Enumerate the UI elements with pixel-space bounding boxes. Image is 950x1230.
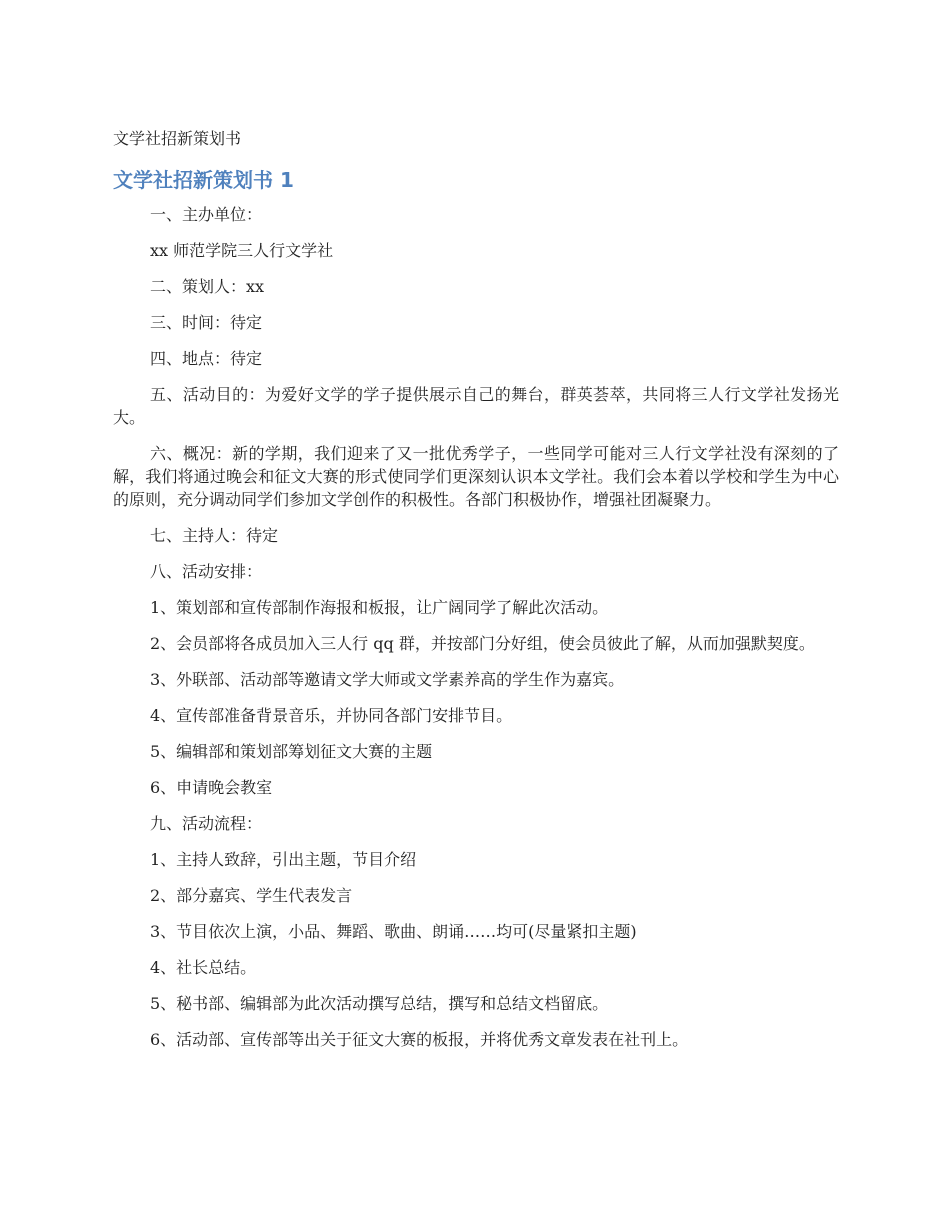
paragraph: 4、社长总结。 [150, 958, 257, 977]
paragraph: 3、节目依次上演，小品、舞蹈、歌曲、朗诵……均可(尽量紧扣主题) [150, 922, 637, 941]
section-heading: 文学社招新策划书 1 [113, 168, 294, 192]
paragraph: 3、外联部、活动部等邀请文学大师或文学素养高的学生作为嘉宾。 [150, 670, 625, 689]
paragraph: 1、主持人致辞，引出主题，节目介绍 [150, 850, 417, 869]
paragraph: 九、活动流程： [150, 814, 263, 833]
paragraph: 一、主办单位： [150, 205, 263, 224]
paragraph: 六、概况：新的学期，我们迎来了又一批优秀学子，一些同学可能对三人行文学社没有深刻的了解，我们将通过晚会和征文大赛的形式使同学们更深刻认识本文学社。我们会本着以学校和学生为中心的原则，充分调动同学们参加文学创作的积极性。各部门积极协作，增强社团凝聚力。 [113, 444, 839, 509]
document-body [113, 203, 839, 1064]
paragraph: 四、地点：待定 [150, 349, 263, 368]
paragraph: xx 师范学院三人行文学社 [150, 241, 334, 260]
paragraph: 2、会员部将各成员加入三人行 qq 群，并按部门分好组，使会员彼此了解，从而加强默契度。 [150, 634, 815, 653]
paragraph: 5、编辑部和策划部筹划征文大赛的主题 [150, 742, 433, 761]
paragraph: 5、秘书部、编辑部为此次活动撰写总结，撰写和总结文档留底。 [150, 994, 609, 1013]
paragraph: 2、部分嘉宾、学生代表发言 [150, 886, 353, 905]
paragraph: 五、活动目的：为爱好文学的学子提供展示自己的舞台，群英荟萃，共同将三人行文学社发扬光大。 [113, 385, 839, 427]
paragraph: 二、策划人：xx [150, 277, 265, 296]
paragraph: 4、宣传部准备背景音乐，并协同各部门安排节目。 [150, 706, 513, 725]
paragraph: 八、活动安排： [150, 562, 263, 581]
document-title: 文学社招新策划书 [113, 129, 242, 148]
paragraph: 1、策划部和宣传部制作海报和板报，让广阔同学了解此次活动。 [150, 598, 609, 617]
paragraph: 七、主持人：待定 [150, 526, 279, 545]
paragraph: 6、活动部、宣传部等出关于征文大赛的板报，并将优秀文章发表在社刊上。 [150, 1030, 689, 1049]
paragraph: 6、申请晚会教室 [150, 778, 273, 797]
paragraph: 三、时间：待定 [150, 313, 263, 332]
